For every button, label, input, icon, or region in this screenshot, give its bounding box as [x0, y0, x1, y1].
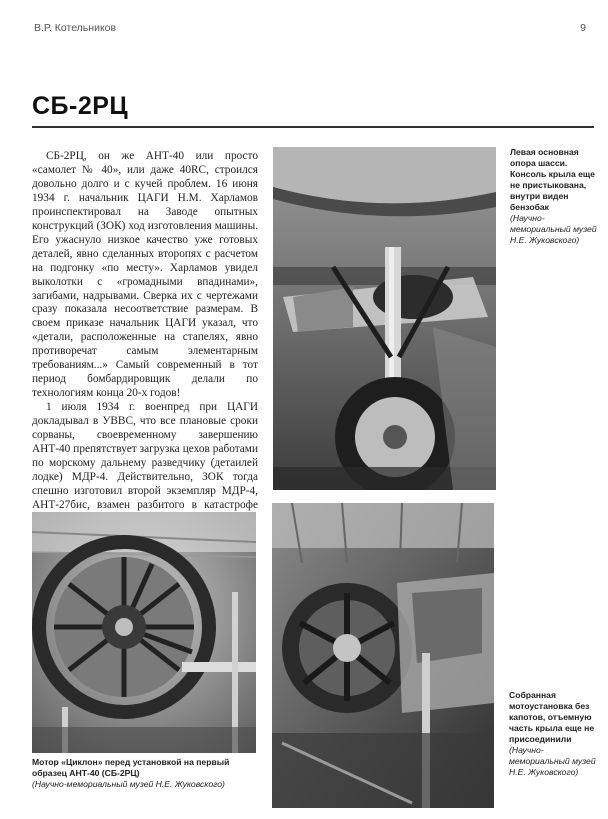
caption-text: Левая основная опора шасси. Консоль крыла еще не пристыкована, внутри виден бензобак — [510, 147, 595, 212]
landing-gear-caption — [510, 147, 600, 246]
caption-credit: (Научно-мемориальный музей Н.Е. Жуковского) — [510, 213, 597, 245]
caption-credit: (Научно-мемориальный музей Н.Е. Жуковского) — [509, 745, 596, 777]
title-rule — [32, 126, 594, 128]
caption-text: Мотор «Циклон» перед установкой на первый образец АНТ-40 (СБ-2РЦ) — [32, 757, 230, 778]
landing-gear-photo — [273, 147, 496, 490]
caption-text: Собранная мотоустановка без капотов, отъемную часть крыла еще не присоединили — [509, 690, 595, 744]
engine-installation-caption — [509, 690, 601, 778]
running-header-author: В.Р. Котельников — [34, 22, 117, 34]
running-header — [34, 22, 586, 36]
page-number: 9 — [580, 22, 586, 34]
article-title: СБ-2РЦ — [32, 92, 129, 120]
body-paragraph: 1 июля 1934 г. военпред при ЦАГИ докладывал в УВВС, что все плановые сроки сорваны, своевременному завершению АНТ-40 препятствует загрузка цехов работами по морскому дальнему разведчику (детаилей лодке) МДР-4. Действительно, ЗОК тогда спешно изготовил второй экземпляр МДР-4, АНТ-27бис, взамен разбитого в катастрофе — [32, 401, 258, 511]
caption-credit: (Научно-мемориальный музей Н.Е. Жуковского) — [32, 779, 225, 789]
engine-caption — [32, 757, 258, 790]
body-paragraph: СБ-2РЦ, он же АНТ-40 или просто «самолет № 40», или даже 40RC, строился довольно долго и с кучей проблем. 16 июня 1934 г. начальник ЦАГИ Н.М. Харламов проинспектировал на Заводе опытных конструкций (ЗОК) ход изготовления машины. Его ужаснуло низкое качество уже готовых деталей, явно сделанных второпях с расчетом на подгонку «по месту». Харламов увидел выколотки с «громадными впадинами», загибами, надрывами. Сверка их с чертежами сразу показала несоответствие размерам. В своем приказе начальник ЦАГИ указал, что «детали, расположенные на стапелях, явно противоречат самым элементарным требованиям...» Самый современный в тот период бомбардировщик делали по технологиям конца 20-х годов! — [32, 150, 258, 400]
article-body — [32, 150, 258, 527]
engine-installation-photo — [272, 503, 494, 808]
engine-photo — [32, 512, 256, 753]
